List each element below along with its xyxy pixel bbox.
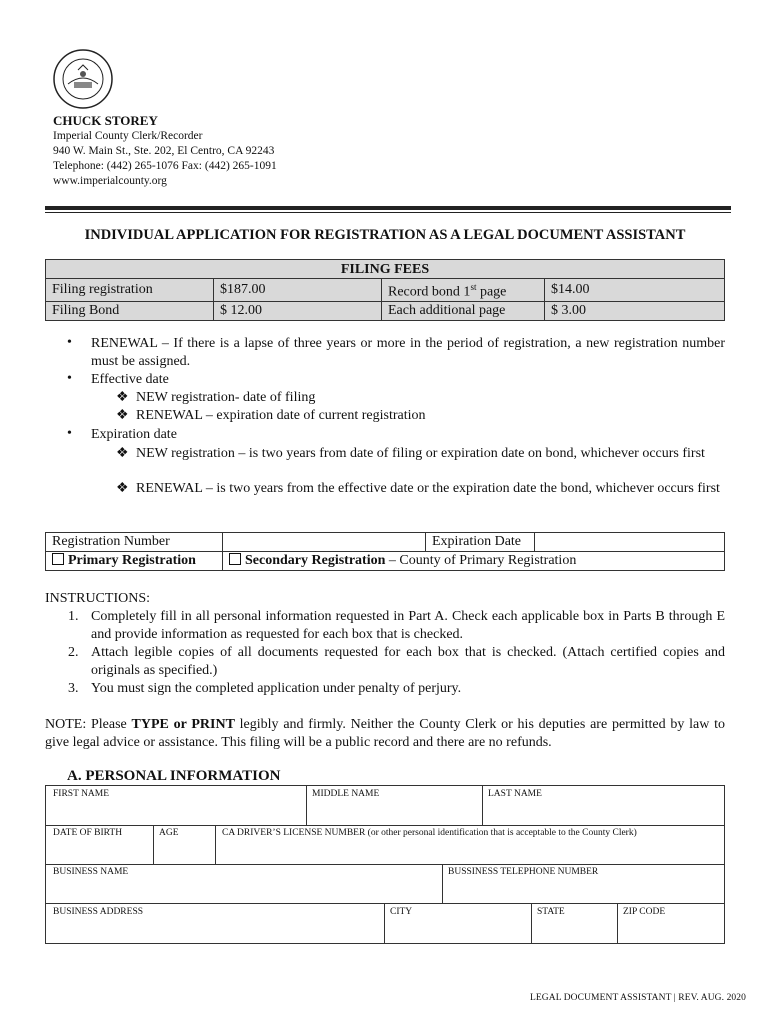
form-divider <box>384 903 385 943</box>
fee-amount: $14.00 <box>545 279 725 302</box>
effective-bullet: Effective date <box>91 372 169 387</box>
business-name-field[interactable]: BUSINESS NAME <box>53 867 129 877</box>
registration-number-field[interactable] <box>223 533 426 552</box>
form-divider <box>442 864 443 903</box>
zip-code-field[interactable]: ZIP CODE <box>623 907 666 917</box>
clerk-website: www.imperialcounty.org <box>53 175 167 187</box>
business-address-field[interactable]: BUSINESS ADDRESS <box>53 907 144 917</box>
form-divider <box>46 864 724 865</box>
registration-table <box>45 532 725 571</box>
instruction-item: Completely fill in all personal information requested in Part A. Check each applicable box in Parts B through E and provide information as requested for each box that is checked. <box>91 609 725 642</box>
list-number: 1. <box>68 609 79 624</box>
secondary-registration-option[interactable]: Secondary Registration – County of Primary Registration <box>223 552 725 571</box>
last-name-field[interactable]: LAST NAME <box>488 789 542 799</box>
checkbox-icon[interactable] <box>229 553 241 565</box>
fee-label: Each additional page <box>382 301 545 320</box>
fee-amount: $187.00 <box>214 279 382 302</box>
note-text: NOTE: Please TYPE or PRINT legibly and firmly. Neither the County Clerk or his deputies are permitted by law to give legal advice or assistance. This filing will be a public record and there are no refunds. <box>45 717 725 750</box>
form-divider <box>617 903 618 943</box>
clerk-title: Imperial County Clerk/Recorder <box>53 130 203 142</box>
clerk-address: 940 W. Main St., Ste. 202, El Centro, CA 92243 <box>53 145 275 157</box>
page-title: INDIVIDUAL APPLICATION FOR REGISTRATION AS A LEGAL DOCUMENT ASSISTANT <box>84 227 686 243</box>
expiration-bullet: Expiration date <box>91 427 177 442</box>
form-divider <box>46 825 724 826</box>
form-divider <box>153 825 154 864</box>
expiration-new: NEW registration – is two years from date of filing or expiration date on bond, whichever occurs first <box>136 446 705 461</box>
list-number: 3. <box>68 681 79 696</box>
bullet-icon: • <box>67 371 72 386</box>
filing-fees-table <box>45 259 725 321</box>
expiration-date-label: Expiration Date <box>426 533 535 552</box>
form-divider <box>215 825 216 864</box>
bullet-icon: • <box>67 335 72 350</box>
page-footer: LEGAL DOCUMENT ASSISTANT | REV. AUG. 2020 <box>529 993 746 1003</box>
fees-heading: FILING FEES <box>46 260 725 279</box>
header-rule-thin <box>45 212 731 213</box>
registration-number-label: Registration Number <box>46 533 223 552</box>
checkbox-icon[interactable] <box>52 553 64 565</box>
state-field[interactable]: STATE <box>537 907 565 917</box>
fee-label: Record bond 1st page <box>382 279 545 302</box>
age-field[interactable]: AGE <box>159 828 179 838</box>
instructions-heading: INSTRUCTIONS: <box>45 591 151 606</box>
instruction-item: Attach legible copies of all documents requested for each box that is checked. (Attach certified copies and originals as specified.) <box>91 645 725 678</box>
clerk-name: CHUCK STOREY <box>53 113 158 128</box>
section-a-heading: A. PERSONAL INFORMATION <box>67 768 281 784</box>
date-of-birth-field[interactable]: DATE OF BIRTH <box>53 828 123 838</box>
personal-info-form <box>45 785 725 944</box>
fee-label: Filing Bond <box>46 301 214 320</box>
fee-amount: $ 3.00 <box>545 301 725 320</box>
diamond-bullet-icon: ❖ <box>116 408 129 423</box>
expiration-renewal: RENEWAL – is two years from the effective date or the expiration date the bond, whichever occurs first <box>136 481 720 496</box>
diamond-bullet-icon: ❖ <box>116 390 129 405</box>
form-divider <box>46 903 724 904</box>
form-divider <box>482 786 483 825</box>
drivers-license-field[interactable]: CA DRIVER’S LICENSE NUMBER (or other personal identification that is acceptable to the County Clerk) <box>222 828 637 838</box>
form-divider <box>531 903 532 943</box>
middle-name-field[interactable]: MIDDLE NAME <box>312 789 380 799</box>
fee-amount: $ 12.00 <box>214 301 382 320</box>
primary-registration-option[interactable]: Primary Registration <box>46 552 223 571</box>
diamond-bullet-icon: ❖ <box>116 446 129 461</box>
fee-label: Filing registration <box>46 279 214 302</box>
city-field[interactable]: CITY <box>390 907 413 917</box>
instruction-item: You must sign the completed application under penalty of perjury. <box>91 681 462 696</box>
county-seal-icon <box>52 48 114 110</box>
header-rule <box>45 206 731 210</box>
list-number: 2. <box>68 645 79 660</box>
first-name-field[interactable]: FIRST NAME <box>53 789 110 799</box>
business-phone-field[interactable]: BUSSINESS TELEPHONE NUMBER <box>448 867 599 877</box>
effective-new: NEW registration- date of filing <box>136 390 316 405</box>
clerk-phone: Telephone: (442) 265-1076 Fax: (442) 265-1091 <box>53 160 277 172</box>
diamond-bullet-icon: ❖ <box>116 481 129 496</box>
effective-renewal: RENEWAL – expiration date of current registration <box>136 408 426 423</box>
form-divider <box>306 786 307 825</box>
expiration-date-field[interactable] <box>535 533 725 552</box>
renewal-bullet: RENEWAL – If there is a lapse of three years or more in the period of registration, a new registration number must be assigned. <box>91 336 725 369</box>
bullet-icon: • <box>67 426 72 441</box>
